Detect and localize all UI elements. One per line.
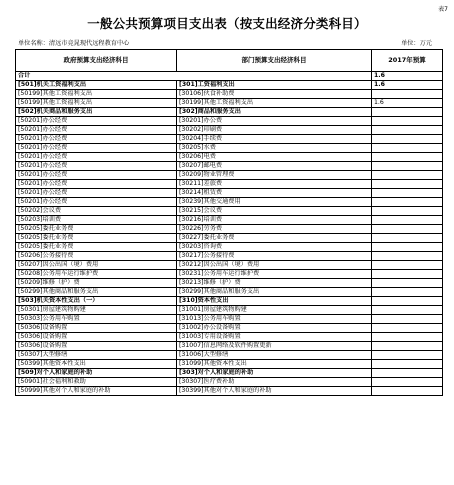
gov-subject-cell: [50205]委托业务费: [16, 243, 177, 252]
gov-subject-cell: [50201]办公经费: [16, 117, 177, 126]
table-row: [16, 306, 443, 315]
budget-cell: [372, 162, 443, 171]
gov-subject-cell: [50999]其他对个人和家庭的补助: [16, 387, 177, 396]
header-gov-subject: 政府预算支出经济科目: [16, 50, 177, 72]
budget-cell: [372, 306, 443, 315]
dept-subject-cell: [30211]差旅费: [177, 180, 372, 189]
gov-subject-cell: [50207]因公出国（境）费用: [16, 261, 177, 270]
gov-subject-cell: [50201]办公经费: [16, 144, 177, 153]
budget-cell: [372, 234, 443, 243]
gov-subject-cell: [50306]设备购置: [16, 333, 177, 342]
budget-cell: [372, 369, 443, 378]
budget-cell: [372, 333, 443, 342]
dept-subject-cell: [30226]劳务费: [177, 225, 372, 234]
table-row: [16, 252, 443, 261]
dept-subject-cell: [30212]因公出国（境）费用: [177, 261, 372, 270]
gov-subject-cell: [502]机关商品和服务支出: [16, 108, 177, 117]
table-row: [16, 360, 443, 369]
budget-cell: [372, 135, 443, 144]
gov-subject-cell: [50306]设备购置: [16, 342, 177, 351]
gov-subject-cell: [50203]培训费: [16, 216, 177, 225]
table-row: [16, 342, 443, 351]
header-budget: 2017年预算: [372, 50, 443, 72]
dept-subject-cell: [30399]其他对个人和家庭的补助: [177, 387, 372, 396]
table-row: [16, 270, 443, 279]
dept-subject-cell: [30217]公务接待费: [177, 252, 372, 261]
gov-subject-cell: [50208]公务用车运行维护费: [16, 270, 177, 279]
header-dept-subject: 部门预算支出经济科目: [177, 50, 372, 72]
page-tag: 表7: [438, 6, 448, 13]
dept-subject-cell: [301]工资福利支出: [177, 81, 372, 90]
budget-cell: [372, 225, 443, 234]
budget-cell: [372, 180, 443, 189]
table-row: [16, 369, 443, 378]
table-row: [16, 243, 443, 252]
budget-cell: [372, 315, 443, 324]
gov-subject-cell: [50201]办公经费: [16, 162, 177, 171]
dept-subject-cell: [30204]手续费: [177, 135, 372, 144]
table-row: [16, 207, 443, 216]
dept-subject-cell: [31099]其他资本性支出: [177, 360, 372, 369]
table-row: [16, 90, 443, 99]
dept-subject-cell: [30201]办公费: [177, 117, 372, 126]
budget-cell: 1.6: [372, 81, 443, 90]
budget-cell: [372, 117, 443, 126]
gov-subject-cell: [50306]设备购置: [16, 324, 177, 333]
budget-cell: [372, 342, 443, 351]
table-row: [16, 126, 443, 135]
dept-subject-cell: [31001]房屋建筑物购建: [177, 306, 372, 315]
table-row: [16, 108, 443, 117]
budget-cell: [372, 270, 443, 279]
gov-subject-cell: [50201]办公经费: [16, 198, 177, 207]
dept-subject-cell: [310]资本性支出: [177, 297, 372, 306]
budget-cell: [372, 243, 443, 252]
dept-subject-cell: [302]商品和服务支出: [177, 108, 372, 117]
dept-subject-cell: [30213]维修（护）费: [177, 279, 372, 288]
table-row: [16, 198, 443, 207]
budget-cell: [372, 153, 443, 162]
total-row: [16, 72, 443, 81]
budget-cell: [372, 144, 443, 153]
dept-subject-cell: [30299]其他商品和服务支出: [177, 288, 372, 297]
dept-subject-cell: [31007]信息网络及软件购置更新: [177, 342, 372, 351]
table-row: [16, 171, 443, 180]
table-row: [16, 279, 443, 288]
budget-cell: [372, 351, 443, 360]
budget-cell: [372, 126, 443, 135]
table-row: [16, 387, 443, 396]
gov-subject-cell: [50199]其他工资福利支出: [16, 90, 177, 99]
budget-cell: 1.6: [372, 99, 443, 108]
dept-subject-cell: [30307]医疗费补助: [177, 378, 372, 387]
gov-subject-cell: [50201]办公经费: [16, 135, 177, 144]
page-title: 一般公共预算项目支出表（按支出经济分类科目）: [87, 16, 367, 31]
gov-subject-cell: [50205]委托业务费: [16, 225, 177, 234]
gov-subject-cell: [509]对个人和家庭的补助: [16, 369, 177, 378]
dept-subject-cell: [30231]公务用车运行维护费: [177, 270, 372, 279]
gov-subject-cell: [503]机关资本性支出（一）: [16, 297, 177, 306]
gov-subject-cell: [50201]办公经费: [16, 153, 177, 162]
budget-cell: [372, 324, 443, 333]
budget-cell: [372, 171, 443, 180]
unit-line: [18, 38, 432, 47]
gov-subject-cell: [50303]公务用车购置: [16, 315, 177, 324]
total-label: 合计: [16, 72, 372, 81]
table-row: [16, 162, 443, 171]
dept-subject-cell: [30206]电费: [177, 153, 372, 162]
unit-name: 单位名称：清远市竞晁现代远程教育中心: [18, 40, 130, 47]
expenditure-table: [15, 49, 443, 396]
table-header-row: [16, 50, 443, 72]
gov-subject-cell: [50202]会议费: [16, 207, 177, 216]
table-row: [16, 351, 443, 360]
gov-subject-cell: [501]机关工资福利支出: [16, 81, 177, 90]
gov-subject-cell: [50201]办公经费: [16, 126, 177, 135]
dept-subject-cell: [30215]会议费: [177, 207, 372, 216]
dept-subject-cell: [31002]办公设备购置: [177, 324, 372, 333]
gov-subject-cell: [50901]社会福利和救助: [16, 378, 177, 387]
table-row: [16, 180, 443, 189]
gov-subject-cell: [50205]委托业务费: [16, 234, 177, 243]
table-row: [16, 261, 443, 270]
total-amount: 1.6: [372, 72, 443, 81]
table-row: [16, 297, 443, 306]
budget-cell: [372, 378, 443, 387]
dept-subject-cell: [30106]伙食补助费: [177, 90, 372, 99]
dept-subject-cell: [30209]物业管理费: [177, 171, 372, 180]
budget-cell: [372, 288, 443, 297]
budget-cell: [372, 279, 443, 288]
table-row: [16, 153, 443, 162]
budget-cell: [372, 297, 443, 306]
gov-subject-cell: [50299]其他商品和服务支出: [16, 288, 177, 297]
table-row: [16, 81, 443, 90]
budget-cell: [372, 252, 443, 261]
gov-subject-cell: [50399]其他资本性支出: [16, 360, 177, 369]
table-row: [16, 315, 443, 324]
budget-cell: [372, 360, 443, 369]
table-row: [16, 135, 443, 144]
dept-subject-cell: [30216]培训费: [177, 216, 372, 225]
dept-subject-cell: [30203]咨询费: [177, 243, 372, 252]
dept-subject-cell: [30199]其他工资福利支出: [177, 99, 372, 108]
budget-cell: [372, 189, 443, 198]
gov-subject-cell: [50201]办公经费: [16, 171, 177, 180]
budget-cell: [372, 207, 443, 216]
budget-cell: [372, 261, 443, 270]
table-row: [16, 216, 443, 225]
dept-subject-cell: [30227]委托业务费: [177, 234, 372, 243]
dept-subject-cell: [31003]专用设备购置: [177, 333, 372, 342]
budget-cell: [372, 198, 443, 207]
table-row: [16, 225, 443, 234]
budget-cell: [372, 108, 443, 117]
table-row: [16, 378, 443, 387]
budget-cell: [372, 90, 443, 99]
table-row: [16, 144, 443, 153]
budget-cell: [372, 216, 443, 225]
gov-subject-cell: [50209]维修（护）费: [16, 279, 177, 288]
table-row: [16, 234, 443, 243]
dept-subject-cell: [30202]印刷费: [177, 126, 372, 135]
table-row: [16, 324, 443, 333]
dept-subject-cell: [30205]水费: [177, 144, 372, 153]
dept-subject-cell: [30239]其他交通费用: [177, 198, 372, 207]
table-row: [16, 99, 443, 108]
dept-subject-cell: [30207]邮电费: [177, 162, 372, 171]
dept-subject-cell: [303]对个人和家庭的补助: [177, 369, 372, 378]
gov-subject-cell: [50301]房屋建筑物购建: [16, 306, 177, 315]
gov-subject-cell: [50199]其他工资福利支出: [16, 99, 177, 108]
currency-unit: 单位：万元: [401, 40, 432, 47]
gov-subject-cell: [50206]公务接待费: [16, 252, 177, 261]
dept-subject-cell: [31013]公务用车购置: [177, 315, 372, 324]
dept-subject-cell: [31006]大型修缮: [177, 351, 372, 360]
gov-subject-cell: [50201]办公经费: [16, 180, 177, 189]
table-row: [16, 333, 443, 342]
budget-cell: [372, 387, 443, 396]
table-row: [16, 288, 443, 297]
dept-subject-cell: [30214]租赁费: [177, 189, 372, 198]
table-row: [16, 117, 443, 126]
gov-subject-cell: [50201]办公经费: [16, 189, 177, 198]
gov-subject-cell: [50307]大型修缮: [16, 351, 177, 360]
table-row: [16, 189, 443, 198]
